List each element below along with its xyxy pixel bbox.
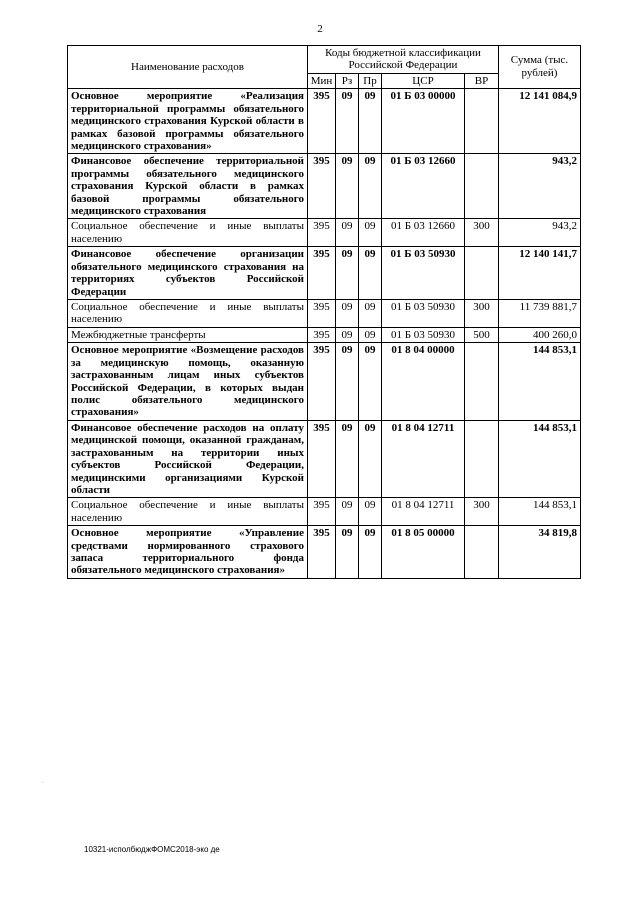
row-rz: 09 [336, 247, 359, 300]
row-min: 395 [308, 154, 336, 219]
row-min: 395 [308, 526, 336, 579]
row-pr: 09 [359, 420, 382, 498]
row-name: Финансовое обеспечение расходов на оплату медицинской помощи, оказанной гражданам, застрахованным на территории иных субъектов Российской Федерации, медицинскими организациями Курской области [68, 420, 308, 498]
header-name: Наименование расходов [68, 46, 308, 89]
row-csr: 01 Б 03 50930 [382, 247, 465, 300]
row-rz: 09 [336, 327, 359, 342]
table-row [68, 327, 581, 342]
budget-table [67, 45, 581, 579]
row-sum: 400 260,0 [499, 327, 581, 342]
row-min: 395 [308, 300, 336, 328]
row-pr: 09 [359, 89, 382, 154]
row-sum: 12 140 141,7 [499, 247, 581, 300]
row-csr: 01 Б 03 50930 [382, 327, 465, 342]
table-row [68, 420, 581, 498]
row-csr: 01 Б 03 00000 [382, 89, 465, 154]
header-row [68, 46, 581, 74]
table-row [68, 247, 581, 300]
row-pr: 09 [359, 526, 382, 579]
table-row [68, 154, 581, 219]
row-name: Основное мероприятие «Управление средствами нормированного страхового запаса территориального фонда обязательного медицинского страхования» [68, 526, 308, 579]
row-sum: 144 853,1 [499, 420, 581, 498]
row-csr: 01 Б 03 50930 [382, 300, 465, 328]
row-vr: 300 [465, 300, 499, 328]
row-vr: 300 [465, 498, 499, 526]
table-row [68, 89, 581, 154]
table-row [68, 219, 581, 247]
row-sum: 12 141 084,9 [499, 89, 581, 154]
page-number: 2 [317, 23, 323, 35]
margin-mark: · [42, 780, 44, 786]
row-rz: 09 [336, 300, 359, 328]
table-body [68, 89, 581, 579]
header-vr: ВР [465, 73, 499, 88]
header-csr: ЦСР [382, 73, 465, 88]
row-csr: 01 8 05 00000 [382, 526, 465, 579]
row-pr: 09 [359, 498, 382, 526]
row-csr: 01 8 04 12711 [382, 420, 465, 498]
row-sum: 144 853,1 [499, 343, 581, 421]
row-vr [465, 526, 499, 579]
row-name: Финансовое обеспечение организации обязательного медицинского страхования на территориях субъектов Российской Федерации [68, 247, 308, 300]
header-pr: Пр [359, 73, 382, 88]
row-min: 395 [308, 498, 336, 526]
header-rz: Рз [336, 73, 359, 88]
header-sum: Сумма (тыс. рублей) [499, 46, 581, 89]
row-min: 395 [308, 247, 336, 300]
row-csr: 01 Б 03 12660 [382, 154, 465, 219]
row-vr [465, 154, 499, 219]
row-sum: 11 739 881,7 [499, 300, 581, 328]
row-min: 395 [308, 89, 336, 154]
row-rz: 09 [336, 219, 359, 247]
row-name: Социальное обеспечение и иные выплаты населению [68, 219, 308, 247]
row-sum: 34 819,8 [499, 526, 581, 579]
footer-filename: 10321-исполбюджФОМС2018-эко де [84, 845, 220, 854]
row-rz: 09 [336, 420, 359, 498]
row-name: Финансовое обеспечение территориальной программы обязательного медицинского страхования Курской области в рамках базовой программы обязательного медицинского страхования [68, 154, 308, 219]
row-rz: 09 [336, 343, 359, 421]
row-vr: 300 [465, 219, 499, 247]
row-vr: 500 [465, 327, 499, 342]
row-vr [465, 420, 499, 498]
row-rz: 09 [336, 89, 359, 154]
row-pr: 09 [359, 154, 382, 219]
row-rz: 09 [336, 154, 359, 219]
row-min: 395 [308, 420, 336, 498]
table-row [68, 300, 581, 328]
row-name: Социальное обеспечение и иные выплаты населению [68, 498, 308, 526]
row-pr: 09 [359, 327, 382, 342]
row-csr: 01 8 04 12711 [382, 498, 465, 526]
row-min: 395 [308, 327, 336, 342]
row-sum: 943,2 [499, 219, 581, 247]
table-row [68, 343, 581, 421]
row-name: Межбюджетные трансферты [68, 327, 308, 342]
row-pr: 09 [359, 343, 382, 421]
row-vr [465, 343, 499, 421]
row-vr [465, 247, 499, 300]
row-rz: 09 [336, 498, 359, 526]
header-codes-title: Коды бюджетной классификации Российской Федерации [308, 46, 499, 74]
row-name: Основное мероприятие «Реализация территориальной программы обязательного медицинского страхования Курской области в рамках базовой программы обязательного медицинского страхования» [68, 89, 308, 154]
row-pr: 09 [359, 247, 382, 300]
row-name: Основное мероприятие «Возмещение расходов за медицинскую помощь, оказанную застрахованным лицам иных субъектов Российской Федерации, в которых выдан полис обязательного медицинского страхования» [68, 343, 308, 421]
row-rz: 09 [336, 526, 359, 579]
row-csr: 01 Б 03 12660 [382, 219, 465, 247]
row-min: 395 [308, 219, 336, 247]
row-csr: 01 8 04 00000 [382, 343, 465, 421]
row-pr: 09 [359, 219, 382, 247]
row-name: Социальное обеспечение и иные выплаты населению [68, 300, 308, 328]
table-row [68, 498, 581, 526]
header-min: Мин [308, 73, 336, 88]
row-sum: 943,2 [499, 154, 581, 219]
row-pr: 09 [359, 300, 382, 328]
row-min: 395 [308, 343, 336, 421]
table-row [68, 526, 581, 579]
row-vr [465, 89, 499, 154]
row-sum: 144 853,1 [499, 498, 581, 526]
